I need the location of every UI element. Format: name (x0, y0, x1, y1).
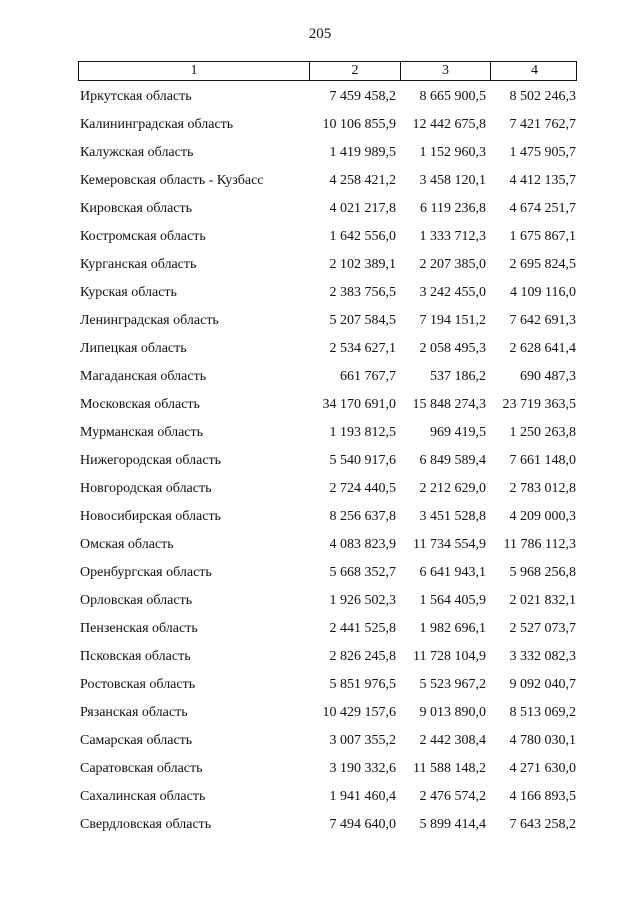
table-row (78, 195, 578, 223)
column-4-value: 4 109 116,0 (510, 285, 576, 300)
table-row (78, 755, 578, 783)
page-number: 205 (308, 26, 332, 42)
column-3-value: 9 013 890,0 (419, 705, 486, 720)
region-name-cell: Ленинградская область (80, 313, 219, 328)
table-row (78, 503, 578, 531)
table-row (78, 83, 578, 111)
column-2-value: 4 258 421,2 (329, 173, 396, 188)
region-name-cell: Пензенская область (80, 621, 198, 636)
column-2-value: 661 767,7 (340, 369, 396, 384)
column-2-value: 34 170 691,0 (322, 397, 396, 412)
table-row (78, 531, 578, 559)
column-2-value: 4 083 823,9 (329, 537, 396, 552)
column-3-value: 5 899 414,4 (419, 817, 486, 832)
column-4-value: 11 786 112,3 (503, 537, 576, 552)
column-4-value: 4 412 135,7 (509, 173, 576, 188)
column-3-value: 11 588 148,2 (413, 761, 486, 776)
column-3-value: 2 442 308,4 (419, 733, 486, 748)
table-row (78, 139, 578, 167)
table-row (78, 223, 578, 251)
column-4-value: 4 209 000,3 (509, 509, 576, 524)
column-3-value: 1 152 960,3 (419, 145, 486, 160)
column-2-value: 4 021 217,8 (329, 201, 396, 216)
column-2-value: 10 106 855,9 (322, 117, 396, 132)
column-header-row (78, 61, 577, 81)
region-name-cell: Кировская область (80, 201, 193, 216)
region-name-cell: Новгородская область (80, 481, 212, 496)
column-2-value: 1 926 502,3 (329, 593, 396, 608)
column-2-value: 2 383 756,5 (329, 285, 396, 300)
column-2-value: 5 668 352,7 (329, 565, 396, 580)
column-3-value: 3 458 120,1 (419, 173, 486, 188)
table-row (78, 615, 578, 643)
region-name-cell: Курская область (80, 285, 177, 300)
column-3-value: 537 186,2 (430, 369, 486, 384)
column-header-4: 4 (490, 62, 578, 80)
region-name-cell: Калужская область (80, 145, 194, 160)
data-table-body (78, 83, 578, 839)
region-name-cell: Костромская область (80, 229, 206, 244)
column-2-value: 5 851 976,5 (329, 677, 396, 692)
table-row (78, 167, 578, 195)
region-name-cell: Самарская область (80, 733, 193, 748)
region-name-cell: Нижегородская область (80, 453, 222, 468)
column-4-value: 2 783 012,8 (509, 481, 576, 496)
region-name-cell: Омская область (80, 537, 174, 552)
table-row (78, 811, 578, 839)
region-name-cell: Оренбургская область (80, 565, 212, 580)
column-4-value: 4 674 251,7 (509, 201, 576, 216)
region-name-cell: Свердловская область (80, 817, 212, 832)
region-name-cell: Рязанская область (80, 705, 188, 720)
column-3-value: 6 641 943,1 (419, 565, 486, 580)
column-4-value: 7 642 691,3 (509, 313, 576, 328)
column-3-value: 12 442 675,8 (412, 117, 486, 132)
column-4-value: 7 661 148,0 (509, 453, 576, 468)
column-4-value: 7 643 258,2 (509, 817, 576, 832)
column-4-value: 4 271 630,0 (509, 761, 576, 776)
column-2-value: 1 642 556,0 (329, 229, 396, 244)
region-name-cell: Кемеровская область - Кузбасс (80, 173, 264, 188)
column-4-value: 1 475 905,7 (509, 145, 576, 160)
table-row (78, 475, 578, 503)
column-2-value: 1 193 812,5 (329, 425, 396, 440)
region-name-cell: Московская область (80, 397, 200, 412)
column-4-value: 2 021 832,1 (509, 593, 576, 608)
column-3-value: 5 523 967,2 (419, 677, 486, 692)
column-4-value: 23 719 363,5 (502, 397, 576, 412)
column-3-value: 2 058 495,3 (419, 341, 486, 356)
region-name-cell: Новосибирская область (80, 509, 221, 524)
column-4-value: 8 502 246,3 (509, 89, 576, 104)
column-3-value: 15 848 274,3 (412, 397, 486, 412)
column-4-value: 7 421 762,7 (509, 117, 576, 132)
column-header-3: 3 (400, 62, 490, 80)
column-2-value: 2 534 627,1 (329, 341, 396, 356)
table-row (78, 363, 578, 391)
table-row (78, 251, 578, 279)
column-3-value: 6 849 589,4 (419, 453, 486, 468)
table-row (78, 279, 578, 307)
region-name-cell: Сахалинская область (80, 789, 206, 804)
column-4-value: 4 780 030,1 (509, 733, 576, 748)
table-row (78, 335, 578, 363)
column-2-value: 5 540 917,6 (329, 453, 396, 468)
table-row (78, 727, 578, 755)
column-4-value: 5 968 256,8 (509, 565, 576, 580)
column-3-value: 969 419,5 (430, 425, 486, 440)
column-2-value: 1 419 989,5 (329, 145, 396, 160)
column-4-value: 8 513 069,2 (509, 705, 576, 720)
column-3-value: 1 564 405,9 (419, 593, 486, 608)
region-name-cell: Ростовская область (80, 677, 196, 692)
column-4-value: 1 675 867,1 (509, 229, 576, 244)
column-2-value: 3 007 355,2 (329, 733, 396, 748)
column-3-value: 8 665 900,5 (419, 89, 486, 104)
column-4-value: 2 527 073,7 (509, 621, 576, 636)
column-4-value: 3 332 082,3 (509, 649, 576, 664)
column-header-1: 1 (190, 63, 198, 78)
column-2-value: 2 441 525,8 (329, 621, 396, 636)
column-4-value: 2 695 824,5 (509, 257, 576, 272)
column-3-value: 11 734 554,9 (413, 537, 486, 552)
region-name-cell: Саратовская область (80, 761, 203, 776)
column-3-value: 2 212 629,0 (419, 481, 486, 496)
column-4-value: 9 092 040,7 (509, 677, 576, 692)
table-row (78, 447, 578, 475)
column-3-value: 3 242 455,0 (419, 285, 486, 300)
column-3-value: 3 451 528,8 (419, 509, 486, 524)
column-2-value: 5 207 584,5 (329, 313, 396, 328)
column-3-value: 1 982 696,1 (419, 621, 486, 636)
region-name-cell: Орловская область (80, 593, 193, 608)
column-3-value: 11 728 104,9 (413, 649, 486, 664)
column-4-value: 690 487,3 (520, 369, 576, 384)
column-3-value: 1 333 712,3 (419, 229, 486, 244)
table-row (78, 111, 578, 139)
table-row (78, 643, 578, 671)
column-4-value: 1 250 263,8 (509, 425, 576, 440)
region-name-cell: Псковская область (80, 649, 191, 664)
region-name-cell: Магаданская область (80, 369, 207, 384)
column-2-value: 7 459 458,2 (329, 89, 396, 104)
column-2-value: 2 826 245,8 (329, 649, 396, 664)
table-row (78, 783, 578, 811)
column-2-value: 10 429 157,6 (322, 705, 396, 720)
column-2-value: 2 724 440,5 (329, 481, 396, 496)
region-name-cell: Курганская область (80, 257, 197, 272)
table-row (78, 559, 578, 587)
table-row (78, 419, 578, 447)
table-row (78, 391, 578, 419)
table-row (78, 699, 578, 727)
column-3-value: 6 119 236,8 (420, 201, 486, 216)
table-row (78, 671, 578, 699)
table-row (78, 587, 578, 615)
column-2-value: 7 494 640,0 (329, 817, 396, 832)
column-2-value: 3 190 332,6 (329, 761, 396, 776)
region-name-cell: Калининградская область (80, 117, 234, 132)
column-3-value: 7 194 151,2 (419, 313, 486, 328)
column-3-value: 2 476 574,2 (419, 789, 486, 804)
region-name-cell: Липецкая область (80, 341, 187, 356)
column-4-value: 2 628 641,4 (509, 341, 576, 356)
column-3-value: 2 207 385,0 (419, 257, 486, 272)
region-name-cell: Иркутская область (80, 89, 192, 104)
column-2-value: 8 256 637,8 (329, 509, 396, 524)
column-header-2: 2 (309, 62, 400, 80)
table-row (78, 307, 578, 335)
region-name-cell: Мурманская область (80, 425, 204, 440)
column-4-value: 4 166 893,5 (509, 789, 576, 804)
column-2-value: 1 941 460,4 (329, 789, 396, 804)
column-2-value: 2 102 389,1 (329, 257, 396, 272)
